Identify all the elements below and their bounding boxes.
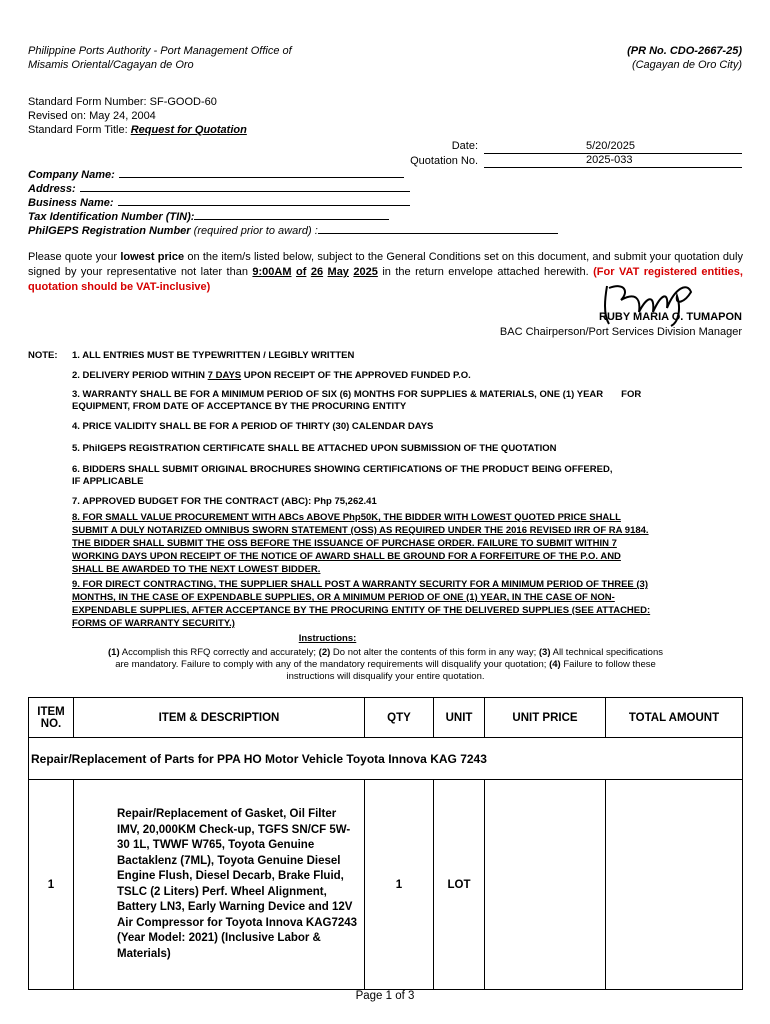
page-number: Page 1 of 3: [355, 990, 415, 1002]
signatory-title: BAC Chairperson/Port Services Division Manager: [499, 326, 742, 338]
header-unit-price: UNIT PRICE: [485, 698, 606, 738]
signatory-name: RUBY MARIA O. TUMAPON: [599, 311, 742, 323]
note-5: 5. PhilGEPS REGISTRATION CERTIFICATE SHALL BE ATTACHED UPON SUBMISSION OF THE QUOTATION: [72, 443, 557, 454]
form-revised: Revised on: May 24, 2004: [28, 110, 156, 122]
business-name-row: Business Name:: [28, 196, 558, 210]
row-total-amount[interactable]: [606, 780, 743, 990]
pr-location: (Cagayan de Oro City): [631, 59, 742, 71]
row-description: Repair/Replacement of Gasket, Oil Filter IMV, 20,000KM Check-up, TGFS SN/CF 5W-30 1L, TWWF W765, Toyota Genuine Bactaklenz (7ML), Toyota Genuine Diesel Engine Flush, Diesel Decarb, Brake Fluid, TSLC (2 Liters) Perf. Wheel Alignment, Battery LN3, Early Warning Device and 12V Air Compressor for Toyota Innova KAG7243 (Year Model: 2021) (Inclusive Labor & Materials): [74, 780, 365, 990]
quotation-label: Quotation No.: [410, 155, 478, 167]
company-name-field[interactable]: [119, 177, 404, 178]
philgeps-row: PhilGEPS Registration Number (required prior to award) :: [28, 224, 558, 238]
philgeps-field[interactable]: [318, 233, 558, 234]
items-table: [28, 697, 743, 990]
form-info: [28, 95, 247, 137]
intro-paragraph: Please quote your lowest price on the item/s listed below, subject to the General Conditions set on this document, and submit your quotation duly signed by your representative not later than 9:00AM of 26 May 2025 in the return envelope attached herewith. (For VAT registered entities, quotation should be VAT-inclusive): [28, 251, 743, 293]
header-total-amount: TOTAL AMOUNT: [606, 698, 743, 738]
note-2: 2. DELIVERY PERIOD WITHIN 7 DAYS UPON RECEIPT OF THE APPROVED FUNDED P.O.: [72, 370, 471, 381]
company-fields: [28, 168, 558, 238]
header-unit: UNIT: [434, 698, 485, 738]
form-title: Standard Form Title: Request for Quotation: [28, 124, 247, 136]
date-value[interactable]: 5/20/2025: [484, 139, 742, 154]
note-8: 8. FOR SMALL VALUE PROCUREMENT WITH ABCs ABOVE Php50K, THE BIDDER WITH LOWEST QUOTED PRICE SHALL SUBMIT A DULY NOTARIZED OMNIBUS SWORN STATEMENT (OSS) AS REQUIRED UNDER THE 2016 REVISED IRR OF RA 9184. THE BIDDER SHALL SUBMIT THE OSS BEFORE THE ISSUANCE OF PURCHASE ORDER. FAILURE TO SUBMIT WITHIN 7 WORKING DAYS UPON RECEIPT OF THE NOTICE OF AWARD SHALL BE GROUND FOR A FORFEITURE OF THE P.O. AND SHALL BE AWARDED TO THE NEXT LOWEST BIDDER.: [72, 512, 649, 575]
row-unit-price[interactable]: [485, 780, 606, 990]
instructions-title: Instructions:: [298, 633, 357, 644]
company-name-row: Company Name:: [28, 168, 558, 182]
date-label: Date:: [451, 140, 478, 152]
office-name: Philippine Ports Authority - Port Management Office of Misamis Oriental/Cagayan de Oro: [28, 45, 292, 71]
section-title-row: [29, 738, 743, 780]
note-4: 4. PRICE VALIDITY SHALL BE FOR A PERIOD OF THIRTY (30) CALENDAR DAYS: [72, 421, 434, 432]
note-6: 6. BIDDERS SHALL SUBMIT ORIGINAL BROCHURES SHOWING CERTIFICATIONS OF THE PRODUCT BEING OFFERED, IF APPLICABLE: [72, 464, 613, 487]
tin-field[interactable]: [194, 219, 389, 220]
row-unit: LOT: [434, 780, 485, 990]
row-item-no: 1: [29, 780, 74, 990]
address-field[interactable]: [80, 191, 410, 192]
tin-row: Tax Identification Number (TIN):: [28, 210, 558, 224]
table-header-row: [29, 698, 743, 738]
row-qty: 1: [365, 780, 434, 990]
header-item-no: ITEM NO.: [29, 698, 74, 738]
quotation-value[interactable]: 2025-033: [484, 153, 742, 168]
pr-number-block: [627, 44, 742, 72]
instructions-text: (1) Accomplish this RFQ correctly and accurately; (2) Do not alter the contents of this form in any way; (3) All technical specifications are mandatory. Failure to comply with any of the mandatory requirements will disqualify your quotation; (4) Failure to follow these instructions will disqualify your entire quotation.: [108, 647, 663, 682]
note-1: 1. ALL ENTRIES MUST BE TYPEWRITTEN / LEGIBLY WRITTEN: [72, 350, 355, 361]
section-title: Repair/Replacement of Parts for PPA HO Motor Vehicle Toyota Innova KAG 7243: [29, 738, 743, 780]
note-9: 9. FOR DIRECT CONTRACTING, THE SUPPLIER SHALL POST A WARRANTY SECURITY FOR A MINIMUM PERIOD OF THREE (3) MONTHS, IN THE CASE OF EXPENDABLE SUPPLIES, OR A MINIMUM PERIOD OF ONE (1) YEAR, IN THE CASE OF NON- EXPENDABLE SUPPLIES, AFTER ACCEPTANCE BY THE PROCURING ENTITY OF THE DELIVERED SUPPLIES (SEE ATTACHED: FORMS OF WARRANTY SECURITY.): [72, 579, 651, 629]
address-row: Address:: [28, 182, 558, 196]
pr-number: (PR No. CDO-2667-25): [627, 45, 742, 57]
note-3: 3. WARRANTY SHALL BE FOR A MINIMUM PERIOD OF SIX (6) MONTHS FOR SUPPLIES & MATERIALS, ONE (1) YEAR FOR EQUIPMENT, FROM DATE OF ACCEPTANCE BY THE PROCURING ENTITY: [72, 389, 642, 412]
business-name-field[interactable]: [118, 205, 410, 206]
note-label: NOTE:: [28, 350, 58, 361]
form-number: Standard Form Number: SF-GOOD-60: [28, 96, 217, 108]
header-qty: QTY: [365, 698, 434, 738]
header-description: ITEM & DESCRIPTION: [74, 698, 365, 738]
table-row: [29, 780, 743, 990]
note-7: 7. APPROVED BUDGET FOR THE CONTRACT (ABC): Php 75,262.41: [72, 496, 377, 507]
